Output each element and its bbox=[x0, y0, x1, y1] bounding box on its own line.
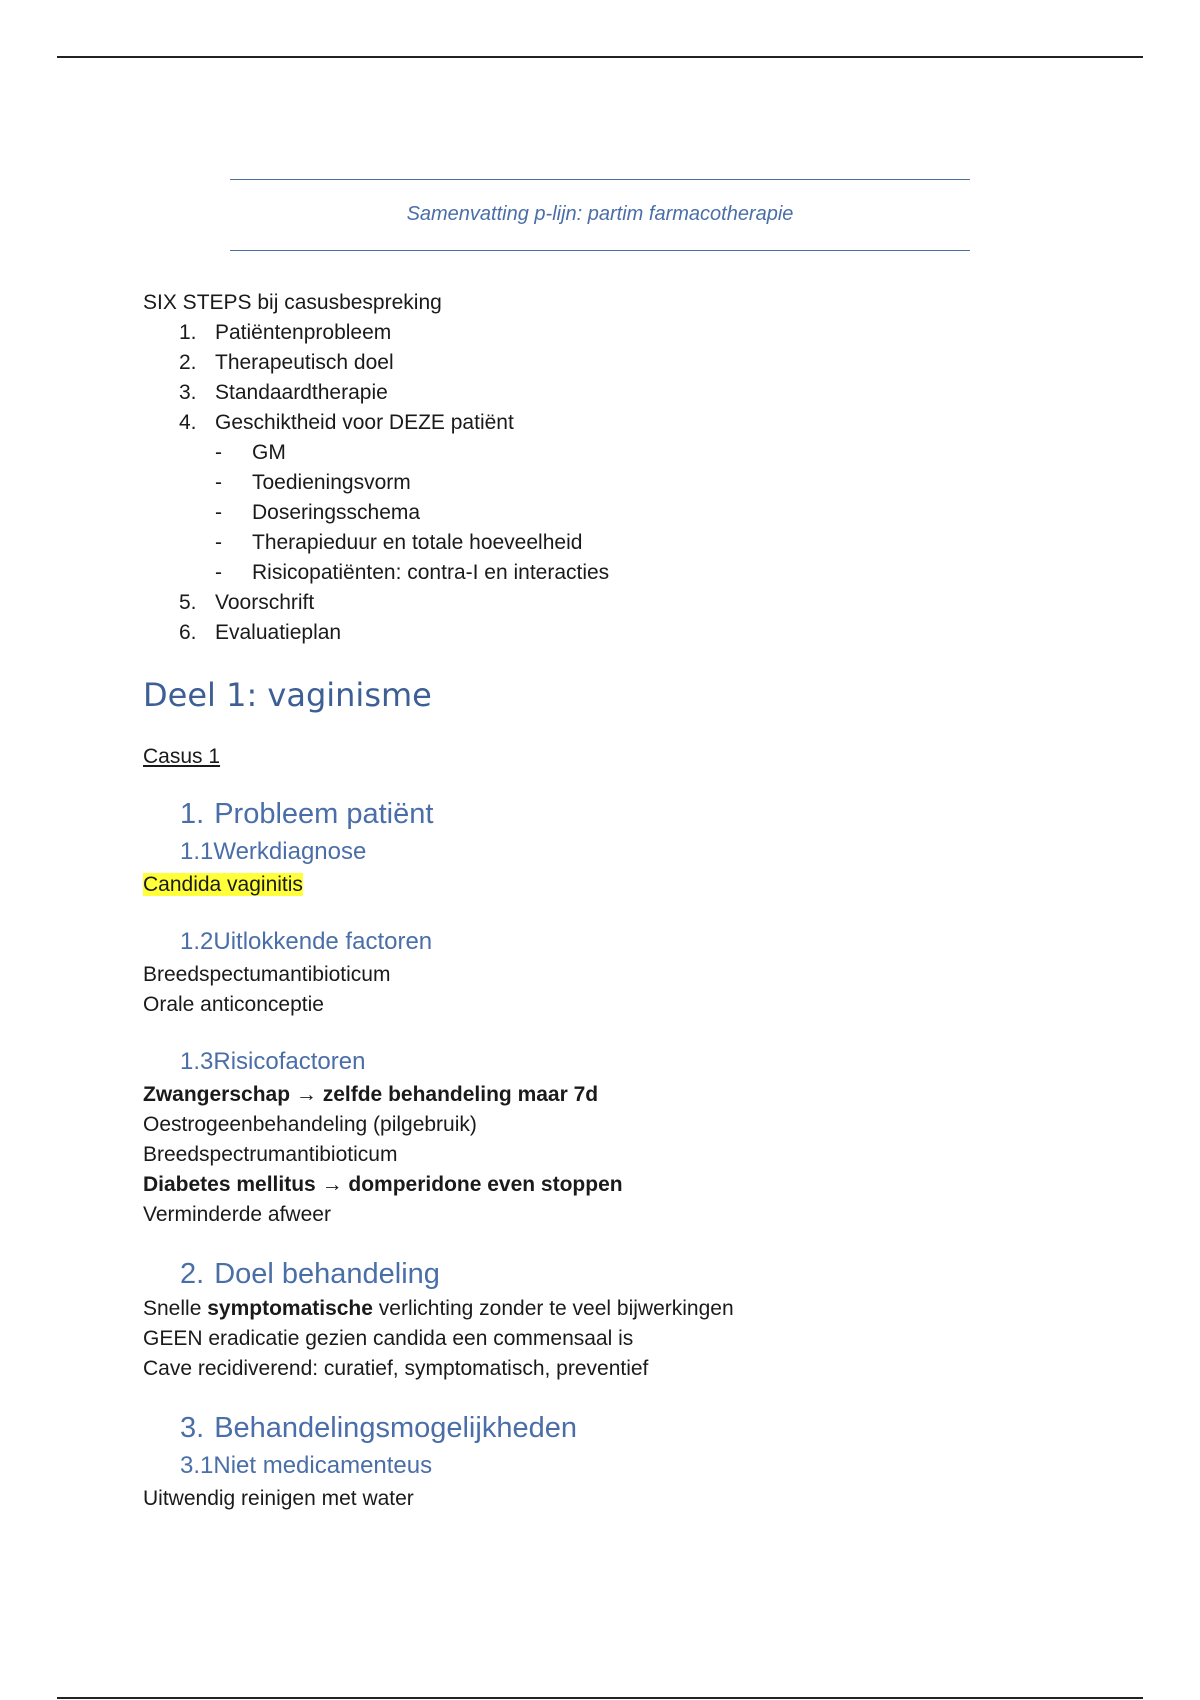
heading-number: 1. bbox=[180, 798, 205, 830]
heading-number: 2. bbox=[180, 1258, 205, 1290]
heading-text: Probleem patiënt bbox=[214, 798, 434, 830]
risk-factor-bold-note: zelfde behandeling maar 7d bbox=[316, 1083, 599, 1106]
casus-label: Casus 1 bbox=[143, 745, 221, 768]
step-number: 5. bbox=[179, 591, 197, 614]
six-steps-list-continued bbox=[143, 588, 1043, 648]
sub-item bbox=[143, 558, 1043, 588]
arrow-right-icon: → bbox=[295, 1083, 317, 1106]
heading-text: Behandelingsmogelijkheden bbox=[214, 1412, 577, 1444]
sub-item-label: GM bbox=[252, 441, 286, 464]
doel-line: GEEN eradicatie gezien candida een commensaal is bbox=[143, 1327, 634, 1350]
heading-niet-medicamenteus: 3.1Niet medicamenteus bbox=[180, 1452, 433, 1479]
step-label: Patiëntenprobleem bbox=[215, 321, 392, 344]
dash-bullet: - bbox=[215, 471, 222, 494]
risk-factor-item bbox=[143, 1170, 1043, 1200]
step-label: Voorschrift bbox=[215, 591, 315, 614]
step-item bbox=[143, 378, 1043, 408]
six-steps-list bbox=[143, 318, 1043, 438]
heading-deel-1: Deel 1: vaginisme bbox=[143, 676, 432, 714]
title-rule-top bbox=[230, 179, 970, 180]
factor-item: Breedspectumantibioticum bbox=[143, 963, 391, 986]
step-number: 4. bbox=[179, 411, 197, 434]
risk-factor-item: Breedspectrumantibioticum bbox=[143, 1143, 398, 1166]
doel-line: Cave recidiverend: curatief, symptomatisch, preventief bbox=[143, 1357, 649, 1380]
dash-bullet: - bbox=[215, 441, 222, 464]
heading-uitlokkende-factoren: 1.2Uitlokkende factoren bbox=[180, 928, 433, 955]
risk-factor-bold: Diabetes mellitus bbox=[143, 1173, 322, 1196]
risk-factor-item: Oestrogeenbehandeling (pilgebruik) bbox=[143, 1113, 477, 1136]
treatment-line: Uitwendig reinigen met water bbox=[143, 1487, 414, 1510]
page-top-rule bbox=[57, 56, 1143, 58]
step-number: 1. bbox=[179, 321, 197, 344]
heading-doel-behandeling bbox=[143, 1254, 1043, 1294]
dash-bullet: - bbox=[215, 561, 222, 584]
step-number: 3. bbox=[179, 381, 197, 404]
sub-item-label: Doseringsschema bbox=[252, 501, 421, 524]
werkdiagnose-value bbox=[143, 870, 1043, 900]
heading-behandelingsmogelijkheden bbox=[143, 1408, 1043, 1448]
risk-factor-bold: Zwangerschap bbox=[143, 1083, 296, 1106]
risk-factor-item: Verminderde afweer bbox=[143, 1203, 331, 1226]
text-run-bold: symptomatische bbox=[207, 1297, 373, 1320]
step-item bbox=[143, 408, 1043, 438]
text-run: Snelle bbox=[143, 1297, 208, 1320]
step-label: Standaardtherapie bbox=[215, 381, 388, 404]
sub-item-label: Toedieningsvorm bbox=[252, 471, 411, 494]
heading-text: Doel behandeling bbox=[214, 1258, 440, 1290]
sub-item bbox=[143, 468, 1043, 498]
heading-werkdiagnose: 1.1Werkdiagnose bbox=[180, 838, 367, 865]
title-rule-bottom bbox=[230, 250, 970, 251]
step-item bbox=[143, 588, 1043, 618]
dash-bullet: - bbox=[215, 531, 222, 554]
sub-item-label: Risicopatiënten: contra-I en interacties bbox=[252, 561, 610, 584]
sub-item-label: Therapieduur en totale hoeveelheid bbox=[252, 531, 583, 554]
document-body bbox=[143, 288, 1043, 1514]
sub-item bbox=[143, 528, 1043, 558]
risk-factor-item bbox=[143, 1080, 1043, 1110]
arrow-right-icon: → bbox=[321, 1173, 343, 1196]
document-title: Samenvatting p-lijn: partim farmacotherapie bbox=[406, 203, 794, 225]
step-item bbox=[143, 348, 1043, 378]
dash-bullet: - bbox=[215, 501, 222, 524]
doel-line bbox=[143, 1294, 1043, 1324]
six-steps-intro: SIX STEPS bij casusbespreking bbox=[143, 291, 442, 314]
heading-number: 3. bbox=[180, 1412, 205, 1444]
step-item bbox=[143, 618, 1043, 648]
step-number: 6. bbox=[179, 621, 197, 644]
step-label: Therapeutisch doel bbox=[215, 351, 394, 374]
heading-risicofactoren: 1.3Risicofactoren bbox=[180, 1048, 366, 1075]
step-number: 2. bbox=[179, 351, 197, 374]
risk-factor-bold-note: domperidone even stoppen bbox=[342, 1173, 623, 1196]
text-run: verlichting zonder te veel bijwerkingen bbox=[372, 1297, 734, 1320]
page-bottom-rule bbox=[57, 1697, 1143, 1699]
step-label: Geschiktheid voor DEZE patiënt bbox=[215, 411, 514, 434]
step4-sub-list bbox=[143, 438, 1043, 588]
step-item bbox=[143, 318, 1043, 348]
heading-probleem-patient bbox=[143, 794, 1043, 834]
highlighted-diagnosis: Candida vaginitis bbox=[143, 873, 303, 896]
factor-item: Orale anticonceptie bbox=[143, 993, 324, 1016]
sub-item bbox=[143, 438, 1043, 468]
step-label: Evaluatieplan bbox=[215, 621, 342, 644]
sub-item bbox=[143, 498, 1043, 528]
